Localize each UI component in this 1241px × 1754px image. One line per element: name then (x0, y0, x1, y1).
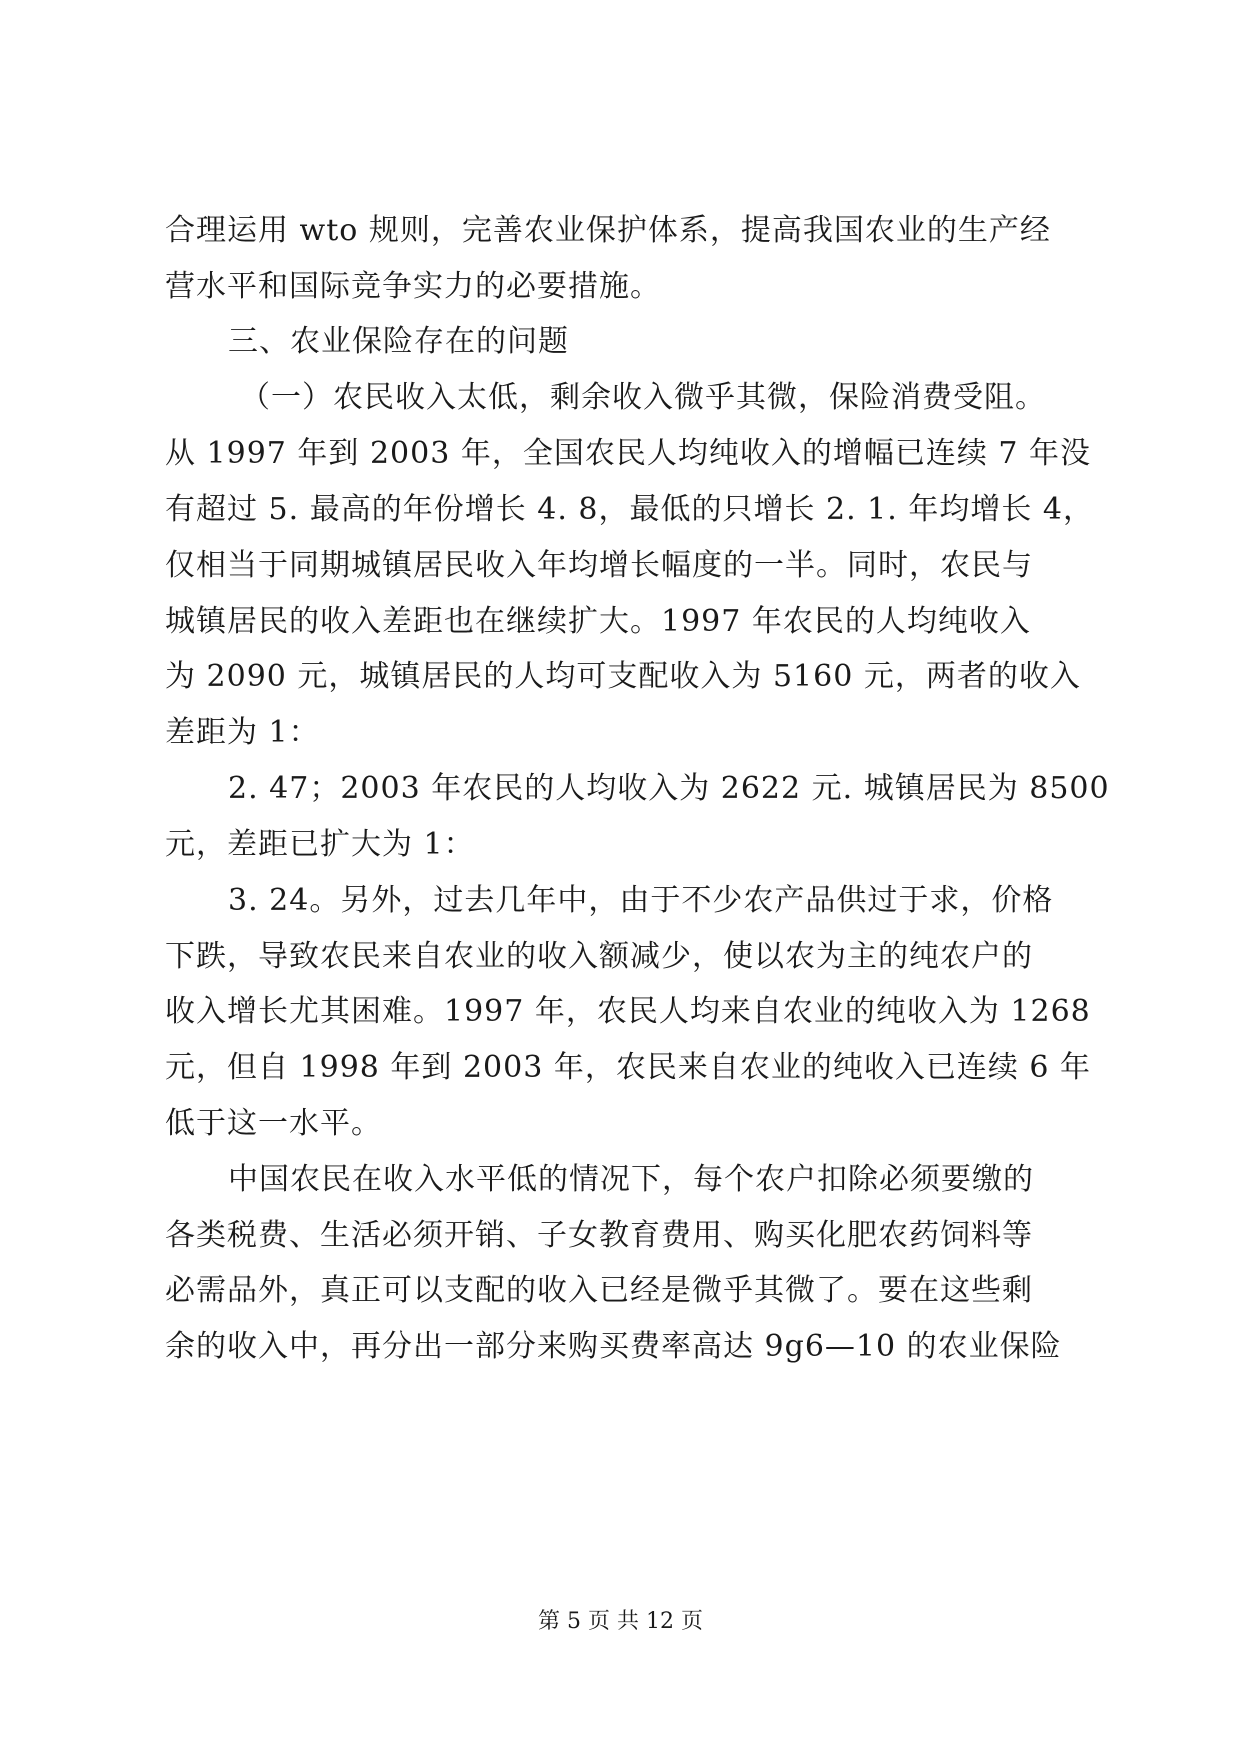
text-line-1: 合理运用 wto 规则，完善农业保护体系，提高我国农业的生产经 (165, 213, 1051, 248)
text-line-12: 元，差距已扩大为 1： (165, 827, 475, 862)
text-line-17: 低于这一水平。 (165, 1106, 382, 1141)
text-line-18: 中国农民在收入水平低的情况下，每个农户扣除必须要缴的 (228, 1162, 1034, 1197)
text-line-14: 下跌，导致农民来自农业的收入额减少，使以农为主的纯农户的 (165, 939, 1033, 974)
text-line-5: 从 1997 年到 2003 年，全国农民人均纯收入的增幅已连续 7 年没 (165, 436, 1091, 471)
text-line-2: 营水平和国际竞争实力的必要措施。 (165, 269, 661, 304)
text-line-21: 余的收入中，再分出一部分来购买费率高达 9g6—10 的农业保险 (165, 1329, 1062, 1364)
subsection-heading: （一）农民收入太低，剩余收入微乎其微，保险消费受阻。 (240, 380, 1046, 415)
text-line-15: 收入增长尤其困难。1997 年，农民人均来自农业的纯收入为 1268 (165, 994, 1091, 1029)
text-line-9: 为 2090 元，城镇居民的人均可支配收入为 5160 元，两者的收入 (165, 659, 1081, 694)
text-line-19: 各类税费、生活必须开销、子女教育费用、购买化肥农药饲料等 (165, 1218, 1033, 1253)
text-line-7: 仅相当于同期城镇居民收入年均增长幅度的一半。同时，农民与 (165, 548, 1033, 583)
text-line-20: 必需品外，真正可以支配的收入已经是微乎其微了。要在这些剩 (165, 1273, 1033, 1308)
text-line-16: 元，但自 1998 年到 2003 年，农民来自农业的纯收入已连续 6 年 (165, 1050, 1091, 1085)
page-footer: 第 5 页 共 12 页 (538, 1609, 703, 1634)
section-heading: 三、农业保险存在的问题 (228, 324, 569, 359)
text-line-10: 差距为 1： (165, 715, 320, 750)
text-line-13: 3. 24。另外，过去几年中，由于不少农产品供过于求，价格 (228, 883, 1054, 918)
text-line-8: 城镇居民的收入差距也在继续扩大。1997 年农民的人均纯收入 (165, 604, 1031, 639)
text-line-11: 2. 47；2003 年农民的人均收入为 2622 元. 城镇居民为 8500 (228, 771, 1110, 806)
text-line-6: 有超过 5. 最高的年份增长 4. 8，最低的只增长 2. 1. 年均增长 4， (165, 492, 1094, 527)
